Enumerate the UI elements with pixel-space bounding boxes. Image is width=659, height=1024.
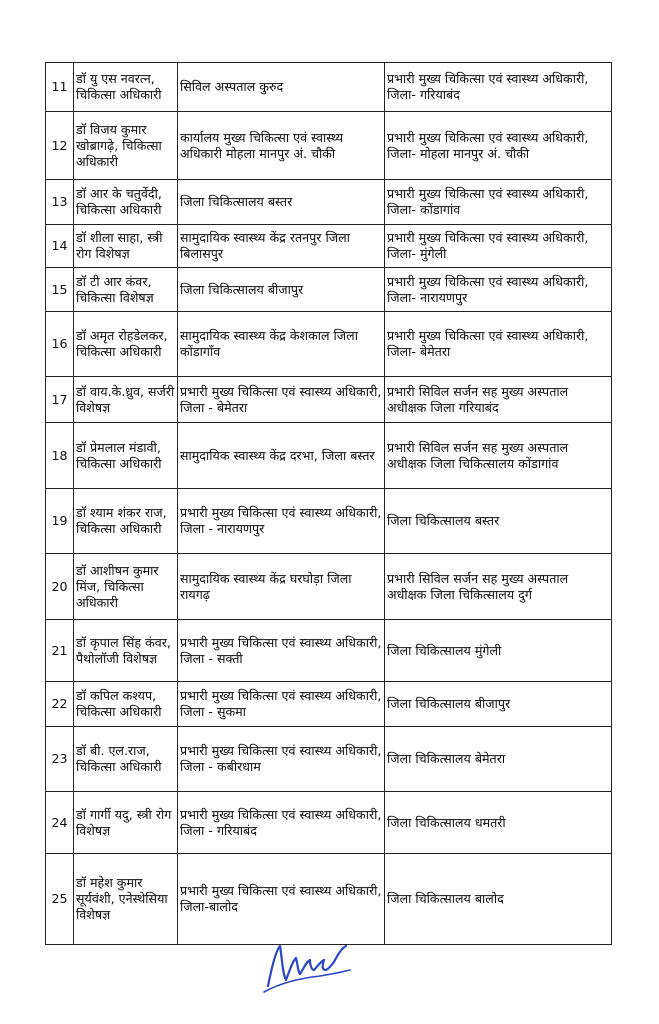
officer-name: डॉ कपिल कश्यप, चिकित्सा अधिकारी: [74, 682, 178, 727]
signature-underline: [264, 970, 350, 992]
serial-number: 16: [46, 312, 74, 377]
table-row: [46, 854, 612, 945]
current-posting: प्रभारी मुख्य चिकित्सा एवं स्वास्थ्य अधिकारी, जिला - सक्ती: [178, 620, 385, 682]
new-posting: प्रभारी सिविल सर्जन सह मुख्य अस्पताल अधीक्षक जिला गरियाबंद: [385, 377, 612, 423]
serial-number: 12: [46, 112, 74, 180]
serial-number: 20: [46, 554, 74, 620]
new-posting: प्रभारी मुख्य चिकित्सा एवं स्वास्थ्य अधिकारी, जिला- मोहला मानपुर अं. चौकी: [385, 112, 612, 180]
current-posting: सामुदायिक स्वास्थ्य केंद्र दरभा, जिला बस्तर: [178, 423, 385, 489]
table-row: [46, 377, 612, 423]
current-posting: प्रभारी मुख्य चिकित्सा एवं स्वास्थ्य अधिकारी, जिला - कबीरधाम: [178, 727, 385, 792]
officer-name: डॉ गार्गी यदु, स्त्री रोग विशेषज्ञ: [74, 792, 178, 854]
new-posting: प्रभारी सिविल सर्जन सह मुख्य अस्पताल अधीक्षक जिला चिकित्सालय कोंडागांव: [385, 423, 612, 489]
current-posting: कार्यालय मुख्य चिकित्सा एवं स्वास्थ्य अधिकारी मोहला मानपुर अं. चौकी: [178, 112, 385, 180]
current-posting: प्रभारी मुख्य चिकित्सा एवं स्वास्थ्य अधिकारी, जिला-बालोद: [178, 854, 385, 945]
transfer-table-body: [46, 63, 612, 945]
table-row: [46, 792, 612, 854]
new-posting: प्रभारी मुख्य चिकित्सा एवं स्वास्थ्य अधिकारी, जिला- कोंडागांव: [385, 180, 612, 225]
officer-name: डॉ महेश कुमार सूर्यवंशी, एनेस्थेसिया विशेषज्ञ: [74, 854, 178, 945]
serial-number: 18: [46, 423, 74, 489]
new-posting: प्रभारी सिविल सर्जन सह मुख्य अस्पताल अधीक्षक जिला चिकित्सालय दुर्ग: [385, 554, 612, 620]
table-row: [46, 268, 612, 312]
officer-name: डॉ यु एस नवरत्न, चिकित्सा अधिकारी: [74, 63, 178, 112]
serial-number: 19: [46, 489, 74, 554]
current-posting: प्रभारी मुख्य चिकित्सा एवं स्वास्थ्य अधिकारी, जिला - गरियाबंद: [178, 792, 385, 854]
new-posting: प्रभारी मुख्य चिकित्सा एवं स्वास्थ्य अधिकारी, जिला- नारायणपुर: [385, 268, 612, 312]
officer-name: डॉ टी आर कंवर, चिकित्सा विशेषज्ञ: [74, 268, 178, 312]
current-posting: सामुदायिक स्वास्थ्य केंद्र रतनपुर जिला बिलासपुर: [178, 225, 385, 268]
table-row: [46, 63, 612, 112]
serial-number: 17: [46, 377, 74, 423]
table-row: [46, 112, 612, 180]
current-posting: सिविल अस्पताल कुरुद: [178, 63, 385, 112]
serial-number: 21: [46, 620, 74, 682]
new-posting: जिला चिकित्सालय मुंगेली: [385, 620, 612, 682]
current-posting: प्रभारी मुख्य चिकित्सा एवं स्वास्थ्य अधिकारी, जिला - बेमेतरा: [178, 377, 385, 423]
current-posting: जिला चिकित्सालय बस्तर: [178, 180, 385, 225]
new-posting: जिला चिकित्सालय बीजापुर: [385, 682, 612, 727]
officer-name: डॉ अमृत रोहडेलकर, चिकित्सा अधिकारी: [74, 312, 178, 377]
table-row: [46, 489, 612, 554]
handwritten-signature: [262, 936, 352, 996]
officer-name: डॉ विजय कुमार खोब्रागढ़े, चिकित्सा अधिकारी: [74, 112, 178, 180]
table-row: [46, 682, 612, 727]
current-posting: प्रभारी मुख्य चिकित्सा एवं स्वास्थ्य अधिकारी, जिला - सुकमा: [178, 682, 385, 727]
new-posting: प्रभारी मुख्य चिकित्सा एवं स्वास्थ्य अधिकारी, जिला- बेमेतरा: [385, 312, 612, 377]
signature-stroke: [268, 946, 346, 986]
current-posting: जिला चिकित्सालय बीजापुर: [178, 268, 385, 312]
new-posting: प्रभारी मुख्य चिकित्सा एवं स्वास्थ्य अधिकारी, जिला- गरियाबंद: [385, 63, 612, 112]
officer-name: डॉ शीला साहा, स्त्री रोग विशेषज्ञ: [74, 225, 178, 268]
transfer-table: [45, 62, 612, 945]
officer-name: डॉ प्रेमलाल मंडावी, चिकित्सा अधिकारी: [74, 423, 178, 489]
serial-number: 15: [46, 268, 74, 312]
serial-number: 14: [46, 225, 74, 268]
table-row: [46, 225, 612, 268]
officer-name: डॉ आर के चतुर्वेदी, चिकित्सा अधिकारी: [74, 180, 178, 225]
new-posting: जिला चिकित्सालय धमतरी: [385, 792, 612, 854]
officer-name: डॉ बी. एल.राज, चिकित्सा अधिकारी: [74, 727, 178, 792]
serial-number: 11: [46, 63, 74, 112]
serial-number: 23: [46, 727, 74, 792]
new-posting: प्रभारी मुख्य चिकित्सा एवं स्वास्थ्य अधिकारी, जिला- मुंगेली: [385, 225, 612, 268]
current-posting: सामुदायिक स्वास्थ्य केंद्र घरघोड़ा जिला रायगढ़: [178, 554, 385, 620]
serial-number: 24: [46, 792, 74, 854]
table-row: [46, 554, 612, 620]
current-posting: प्रभारी मुख्य चिकित्सा एवं स्वास्थ्य अधिकारी, जिला - नारायणपुर: [178, 489, 385, 554]
serial-number: 25: [46, 854, 74, 945]
officer-name: डॉ कृपाल सिंह कंवर, पैथोलॉजी विशेषज्ञ: [74, 620, 178, 682]
officer-name: डॉ आशीषन कुमार मिंज, चिकित्सा अधिकारी: [74, 554, 178, 620]
table-row: [46, 727, 612, 792]
officer-name: डॉ वाय.के.ध्रुव, सर्जरी विशेषज्ञ: [74, 377, 178, 423]
new-posting: जिला चिकित्सालय बस्तर: [385, 489, 612, 554]
new-posting: जिला चिकित्सालय बेमेतरा: [385, 727, 612, 792]
table-row: [46, 180, 612, 225]
serial-number: 22: [46, 682, 74, 727]
table-row: [46, 312, 612, 377]
serial-number: 13: [46, 180, 74, 225]
current-posting: सामुदायिक स्वास्थ्य केंद्र केशकाल जिला कोंडागाँव: [178, 312, 385, 377]
table-row: [46, 620, 612, 682]
table-row: [46, 423, 612, 489]
new-posting: जिला चिकित्सालय बालोद: [385, 854, 612, 945]
officer-name: डॉ श्याम शंकर राज, चिकित्सा अधिकारी: [74, 489, 178, 554]
